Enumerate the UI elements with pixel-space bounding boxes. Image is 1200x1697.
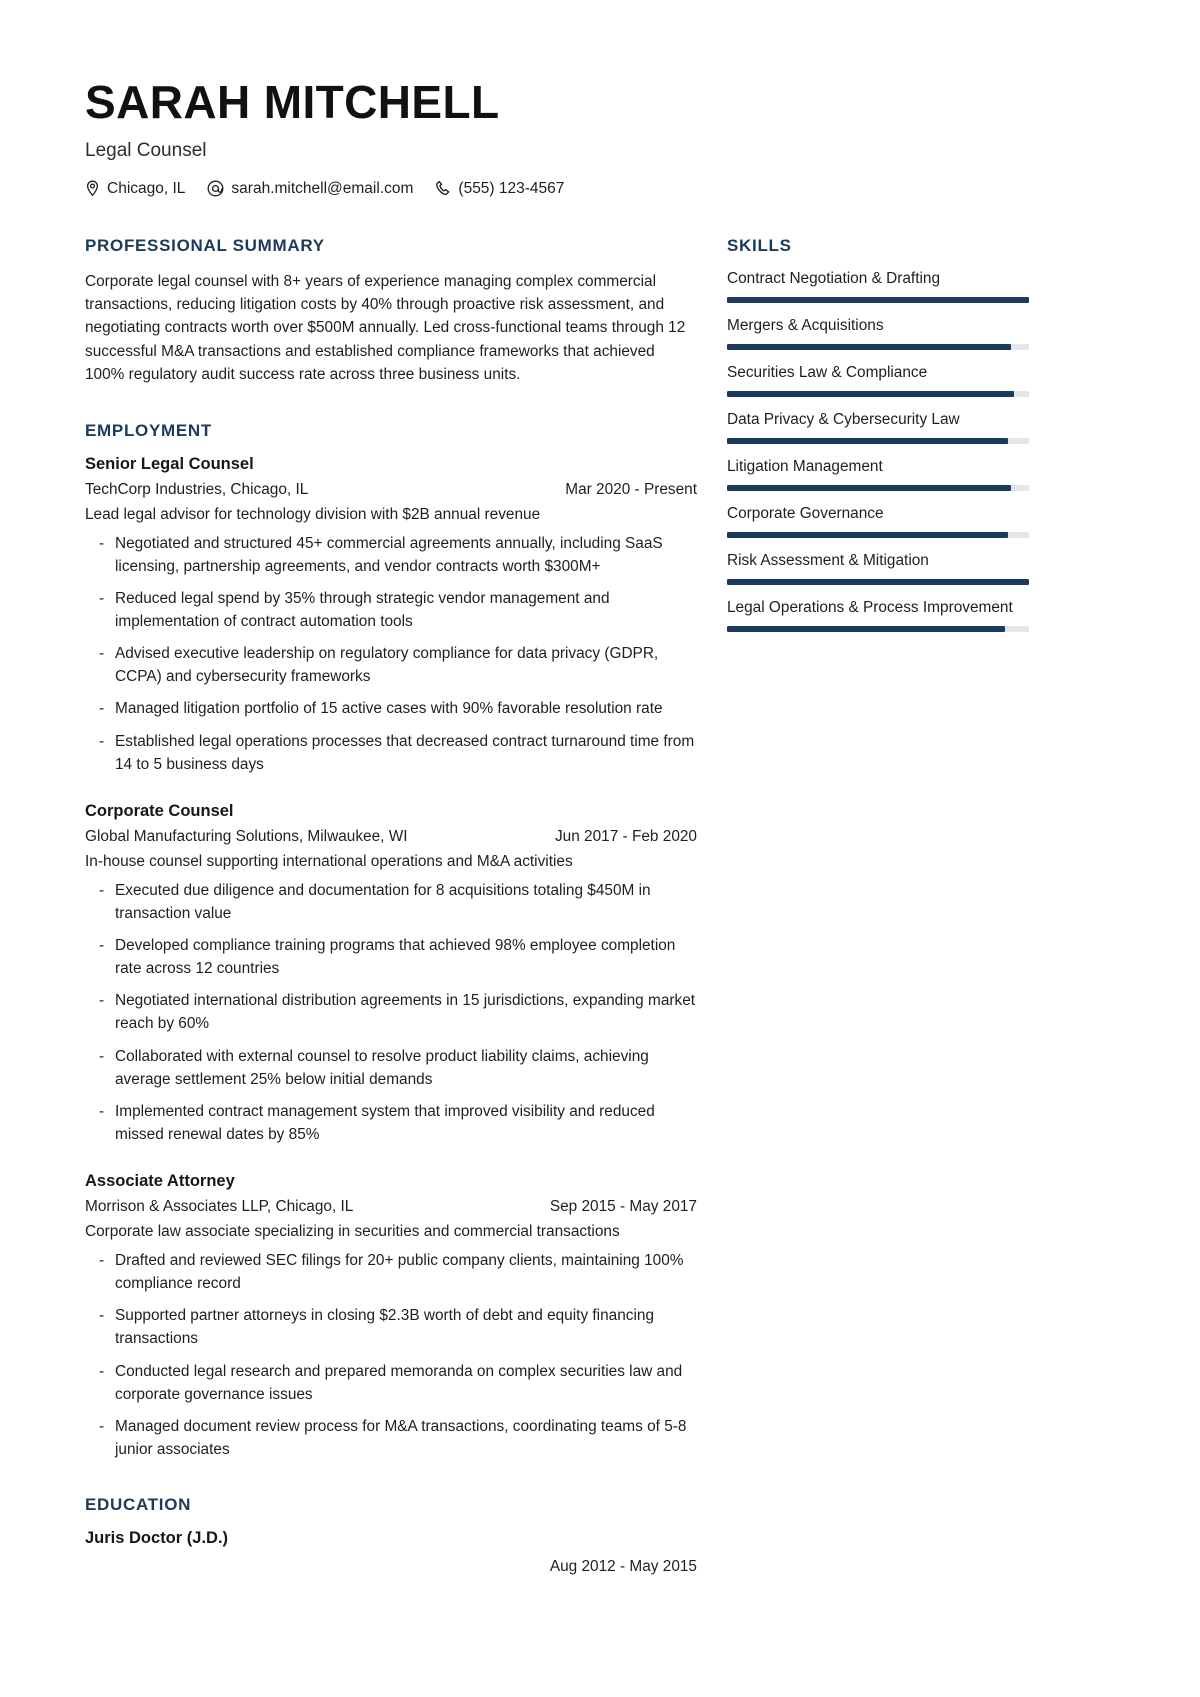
candidate-title: Legal Counsel <box>85 139 207 161</box>
job-bullet: - Managed litigation portfolio of 15 active cases with 90% favorable resolution rate <box>85 697 697 720</box>
summary-heading: PROFESSIONAL SUMMARY <box>85 235 325 255</box>
skill-level-fill <box>727 626 1005 632</box>
job-meta <box>85 1198 697 1216</box>
skill-name: Risk Assessment & Mitigation <box>727 551 929 569</box>
contact-row <box>85 180 1115 198</box>
job-company: Global Manufacturing Solutions, Milwaukee, WI <box>85 827 408 845</box>
job-role: Senior Legal Counsel <box>85 454 254 473</box>
job-description: Lead legal advisor for technology division with $2B annual revenue <box>85 505 541 523</box>
education-degree: Juris Doctor (J.D.) <box>85 1528 229 1547</box>
phone-icon <box>435 180 451 197</box>
job-description: In-house counsel supporting international operations and M&A activities <box>85 852 573 870</box>
job-bullet: - Negotiated international distribution agreements in 15 jurisdictions, expanding market reach by 60% <box>85 989 697 1035</box>
skill-item <box>727 458 1029 491</box>
skill-level-track <box>727 391 1029 397</box>
job-bullet: - Developed compliance training programs that achieved 98% employee completion rate across 12 countries <box>85 934 697 980</box>
skill-level-fill <box>727 485 1011 491</box>
job-bullets <box>85 1249 697 1461</box>
skill-name: Data Privacy & Cybersecurity Law <box>727 410 960 428</box>
skill-level-fill <box>727 391 1014 397</box>
job-dates: Jun 2017 - Feb 2020 <box>554 827 697 845</box>
contact-email-value: sarah.mitchell@email.com <box>231 179 414 197</box>
employment-list <box>85 455 697 1461</box>
skill-item <box>727 364 1029 397</box>
skill-name: Securities Law & Compliance <box>727 363 928 381</box>
job-company: TechCorp Industries, Chicago, IL <box>85 480 309 498</box>
job-dates: Mar 2020 - Present <box>565 480 697 498</box>
skill-name: Mergers & Acquisitions <box>727 316 884 334</box>
skill-level-fill <box>727 579 1029 585</box>
skill-item <box>727 317 1029 350</box>
section-skills <box>727 236 1029 632</box>
resume-header <box>85 78 1115 198</box>
skill-level-fill <box>727 344 1011 350</box>
contact-location <box>85 180 185 198</box>
job-bullet: - Implemented contract management system that improved visibility and reduced missed renewal dates by 85% <box>85 1100 697 1146</box>
skill-level-track <box>727 485 1029 491</box>
skill-name: Litigation Management <box>727 457 883 475</box>
contact-email <box>207 180 413 198</box>
skill-level-fill <box>727 532 1008 538</box>
skill-level-track <box>727 626 1029 632</box>
education-meta <box>85 1558 697 1576</box>
job-bullet: - Managed document review process for M&A transactions, coordinating teams of 5-8 junior associates <box>85 1415 697 1461</box>
job-bullet: - Drafted and reviewed SEC filings for 20+ public company clients, maintaining 100% compliance record <box>85 1249 697 1295</box>
email-at-icon <box>207 180 224 197</box>
side-column <box>727 236 1029 666</box>
section-employment <box>85 421 697 1461</box>
job-bullets <box>85 879 697 1146</box>
job-entry <box>85 802 697 1146</box>
education-list <box>85 1529 697 1576</box>
skill-level-track <box>727 532 1029 538</box>
candidate-name: SARAH MITCHELL <box>85 76 500 128</box>
skill-level-fill <box>727 438 1008 444</box>
summary-text: Corporate legal counsel with 8+ years of experience managing complex commercial transactions, reducing litigation costs by 40% through proactive risk assessment, and negotiating contracts worth over $500M annually. Led cross-functional teams through 12 successful M&A transactions and established compliance frameworks that achieved 100% regulatory audit success rate across three business units. <box>85 272 686 384</box>
job-description: Corporate law associate specializing in securities and commercial transactions <box>85 1223 620 1240</box>
education-dates: Aug 2012 - May 2015 <box>549 1557 697 1575</box>
job-meta <box>85 481 697 499</box>
job-role: Corporate Counsel <box>85 801 234 820</box>
skill-level-track <box>727 297 1029 303</box>
job-bullet: - Supported partner attorneys in closing $2.3B worth of debt and equity financing transactions <box>85 1304 697 1350</box>
resume-body <box>85 236 1115 1610</box>
skill-level-fill <box>727 297 1029 303</box>
skill-item <box>727 411 1029 444</box>
job-company: Morrison & Associates LLP, Chicago, IL <box>85 1198 354 1215</box>
skill-item <box>727 599 1029 632</box>
job-bullet: - Reduced legal spend by 35% through strategic vendor management and implementation of contract automation tools <box>85 587 697 633</box>
job-bullet: - Established legal operations processes that decreased contract turnaround time from 14 to 5 business days <box>85 730 697 776</box>
job-bullet: - Conducted legal research and prepared memoranda on complex securities law and corporate governance issues <box>85 1360 697 1406</box>
skill-name: Corporate Governance <box>727 504 884 522</box>
job-meta <box>85 828 697 846</box>
skill-level-track <box>727 438 1029 444</box>
skill-level-track <box>727 344 1029 350</box>
skill-name: Legal Operations & Process Improvement <box>727 598 1013 616</box>
contact-phone <box>435 180 564 198</box>
skills-list <box>727 270 1029 632</box>
job-bullets <box>85 532 697 776</box>
skill-name: Contract Negotiation & Drafting <box>727 269 941 287</box>
job-entry <box>85 455 697 776</box>
employment-heading: EMPLOYMENT <box>85 420 212 440</box>
location-pin-icon <box>85 180 100 197</box>
main-column <box>85 236 697 1610</box>
job-dates: Sep 2015 - May 2017 <box>549 1198 697 1215</box>
section-professional-summary <box>85 236 697 387</box>
skill-item <box>727 552 1029 585</box>
contact-location-value: Chicago, IL <box>107 179 186 197</box>
skill-item <box>727 270 1029 303</box>
job-bullet: - Executed due diligence and documentation for 8 acquisitions totaling $450M in transaction value <box>85 879 697 925</box>
contact-phone-value: (555) 123-4567 <box>458 179 565 197</box>
job-entry <box>85 1172 697 1461</box>
job-role: Associate Attorney <box>85 1172 235 1190</box>
skill-level-track <box>727 579 1029 585</box>
job-bullet: - Advised executive leadership on regulatory compliance for data privacy (GDPR, CCPA) and cybersecurity frameworks <box>85 642 697 688</box>
job-bullet: - Collaborated with external counsel to resolve product liability claims, achieving average settlement 25% below initial demands <box>85 1045 697 1091</box>
job-bullet: - Negotiated and structured 45+ commercial agreements annually, including SaaS licensing, partnership agreements, and vendor contracts worth $300M+ <box>85 532 697 578</box>
education-heading: EDUCATION <box>85 1494 192 1514</box>
skill-item <box>727 505 1029 538</box>
skills-heading: SKILLS <box>727 235 792 255</box>
education-entry <box>85 1529 697 1576</box>
section-education <box>85 1495 697 1576</box>
